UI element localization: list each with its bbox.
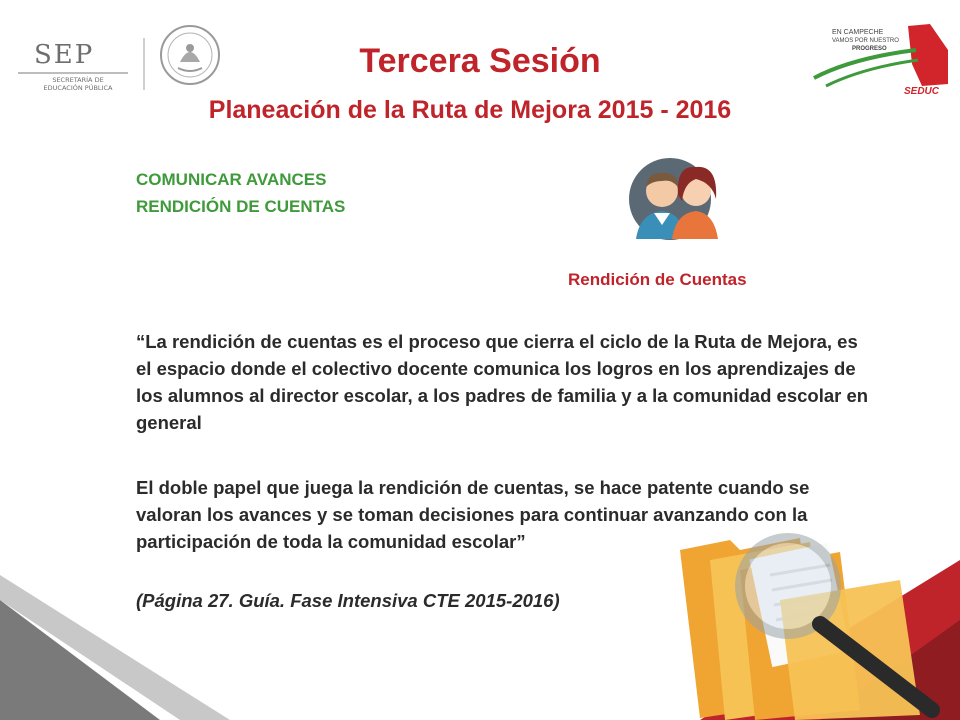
- campeche-line3: PROGRESO: [852, 46, 887, 52]
- reference-citation: (Página 27. Guía. Fase Intensiva CTE 2015-2016): [136, 590, 560, 611]
- page-title: Tercera Sesión: [359, 42, 601, 80]
- section-label-comunicar: COMUNICAR AVANCES: [136, 170, 327, 189]
- sep-sub-line1: SECRETARÍA DE: [52, 76, 104, 84]
- quote-paragraph-1: “La rendición de cuentas es el proceso que cierra el ciclo de la Ruta de Mejora, es el espacio donde el colectivo docente comunica los logros en los aprendizajes de los alumnos al director escolar, a los padres de familia y a la comunidad escolar en general: [136, 331, 869, 433]
- sep-sub-line2: EDUCACIÓN PÚBLICA: [43, 84, 113, 92]
- people-icon: [626, 155, 722, 241]
- seduc-label: SEDUC: [904, 86, 940, 96]
- page-subtitle: Planeación de la Ruta de Mejora 2015 - 2016: [208, 96, 732, 124]
- sep-logo-text: SEP: [34, 40, 95, 70]
- section-label-rendicion: RENDICIÓN DE CUENTAS: [136, 197, 346, 216]
- campeche-line1: EN CAMPECHE: [832, 29, 884, 36]
- campeche-line2: VAMOS POR NUESTRO: [832, 38, 899, 44]
- quote-paragraph-2: El doble papel que juega la rendición de cuentas, se hace patente cuando se valoran los avances y se toman decisiones para continuar avanzando con la participación de toda la comunidad escolar”: [136, 477, 810, 552]
- image-caption: Rendición de Cuentas: [568, 270, 747, 289]
- folders-magnifier-icon: [670, 520, 950, 720]
